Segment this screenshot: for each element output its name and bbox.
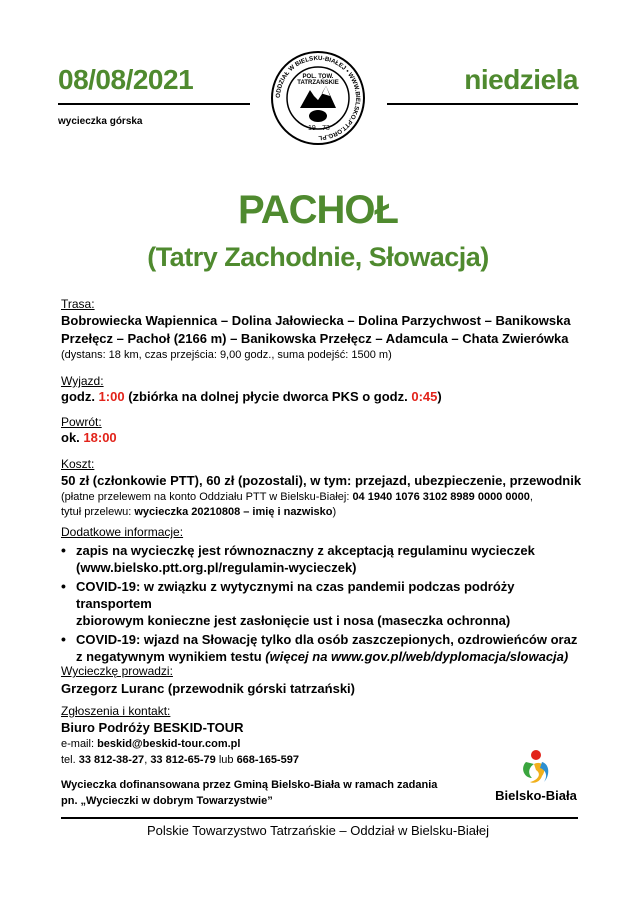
return-info: [61, 430, 117, 445]
slovakia-info-link-text: (więcej na www.gov.pl/web/dyplomacja/slowacja): [265, 649, 569, 664]
return-time: 18:00: [83, 430, 117, 445]
transfer-title-value: wycieczka 20210808 – imię i nazwisko: [134, 506, 333, 518]
cost-payment: [61, 491, 533, 503]
contact-org: Biuro Podróży BESKID-TOUR: [61, 720, 244, 735]
departure-suffix: ): [437, 389, 442, 404]
trip-title: PACHOŁ: [238, 188, 398, 232]
contact-email: [61, 738, 240, 750]
logo-year-left: 19: [308, 125, 316, 132]
meeting-time: 0:45: [411, 389, 438, 404]
additional-label: Dodatkowe informacje:: [61, 525, 184, 539]
transfer-title: [61, 506, 336, 518]
funding-line2: pn. „Wycieczki w dobrym Towarzystwie”: [61, 795, 273, 807]
list-item: • COVID-19: wjazd na Słowację tylko dla osób zaszczepionych, ozdrowieńców oraz z negatywnym wynikiem testu (więcej na www.gov.pl/web/dyplomacja/slowacja): [57, 631, 587, 665]
route-line2: Przełęcz – Pachoł (2166 m) – Banikowska Przełęcz – Adamcula – Chata Zwierówka: [61, 331, 569, 346]
guide-name: Grzegorz Luranc (przewodnik górski tatrzański): [61, 681, 355, 696]
phone-2: 33 812-65-79: [150, 754, 216, 766]
logo-year-right: 73: [322, 125, 330, 132]
trip-date: 08/08/2021: [58, 64, 194, 95]
cost-label: Koszt:: [61, 457, 95, 471]
trip-subtitle: (Tatry Zachodnie, Słowacja): [147, 242, 489, 272]
email-address: beskid@beskid-tour.com.pl: [97, 738, 241, 750]
list-item: • COVID-19: w związku z wytycznymi na czas pandemii podczas podróży transportem zbiorowym konieczne jest zasłonięcie ust i nosa (maseczka ochronna): [57, 578, 587, 629]
footer-rule: [61, 817, 578, 819]
trip-type: wycieczka górska: [58, 116, 143, 127]
departure-middle: (zbiórka na dolnej płycie dworca PKS o godz.: [124, 389, 412, 404]
contact-label: Zgłoszenia i kontakt:: [61, 704, 171, 718]
payment-suffix: ,: [529, 491, 533, 503]
departure-label: Wyjazd:: [61, 374, 104, 388]
payment-prefix: (płatne przelewem na konto Oddziału PTT w Bielsku-Białej:: [61, 491, 353, 503]
route-line1: Bobrowiecka Wapiennica – Dolina Jałowiecka – Dolina Parzychwost – Banikowska: [61, 313, 571, 328]
departure-prefix: godz.: [61, 389, 99, 404]
transfer-title-prefix: tytuł przelewu:: [61, 506, 135, 518]
departure-time: 1:00: [98, 389, 125, 404]
funding-line1: Wycieczka dofinansowana przez Gminą Bielsko-Biała w ramach zadania: [61, 779, 438, 791]
phone-1: 33 812-38-27: [78, 754, 145, 766]
cost-main: 50 zł (członkowie PTT), 60 zł (pozostali), w tym: przejazd, ubezpieczenie, przewodnik: [61, 473, 582, 488]
contact-phone: tel. 33 812-38-27, 33 812-65-79 lub 668-165-597: [61, 754, 299, 766]
tel-prefix: tel.: [61, 754, 79, 766]
city-name: Bielsko-Biała: [495, 788, 577, 803]
footer-text: Polskie Towarzystwo Tatrzańskie – Oddział w Bielsku-Białej: [147, 823, 489, 838]
guide-label: Wycieczkę prowadzi:: [61, 664, 173, 678]
logo-center-text: POL. TOW. TATRZAŃSKIE: [297, 74, 339, 86]
bank-account: 04 1940 1076 3102 8989 0000 0000: [352, 491, 530, 503]
additional-info-list: [57, 542, 587, 667]
ptt-logo: [270, 50, 366, 146]
trip-day: niedziela: [464, 64, 578, 95]
bielsko-biala-logo: [490, 748, 582, 808]
email-prefix: e-mail:: [61, 738, 98, 750]
date-underline: [58, 103, 250, 105]
phone-3: 668-165-597: [236, 754, 299, 766]
route-label: Trasa:: [61, 297, 95, 311]
list-item: • zapis na wycieczkę jest równoznaczny z akceptacją regulaminu wycieczek (www.bielsko.ptt.org.pl/regulamin-wycieczek): [57, 542, 587, 576]
return-label: Powrót:: [61, 415, 102, 429]
departure-info: [61, 389, 442, 404]
transfer-title-suffix: ): [332, 506, 337, 518]
route-details: (dystans: 18 km, czas przejścia: 9,00 godz., suma podejść: 1500 m): [61, 349, 392, 361]
logo-ring-text: ODDZIAŁ W BIELSKU-BIAŁEJ • WWW.BIELSKO.PTT.ORG.PL: [274, 54, 362, 142]
day-underline: [387, 103, 578, 105]
return-prefix: ok.: [61, 430, 84, 445]
